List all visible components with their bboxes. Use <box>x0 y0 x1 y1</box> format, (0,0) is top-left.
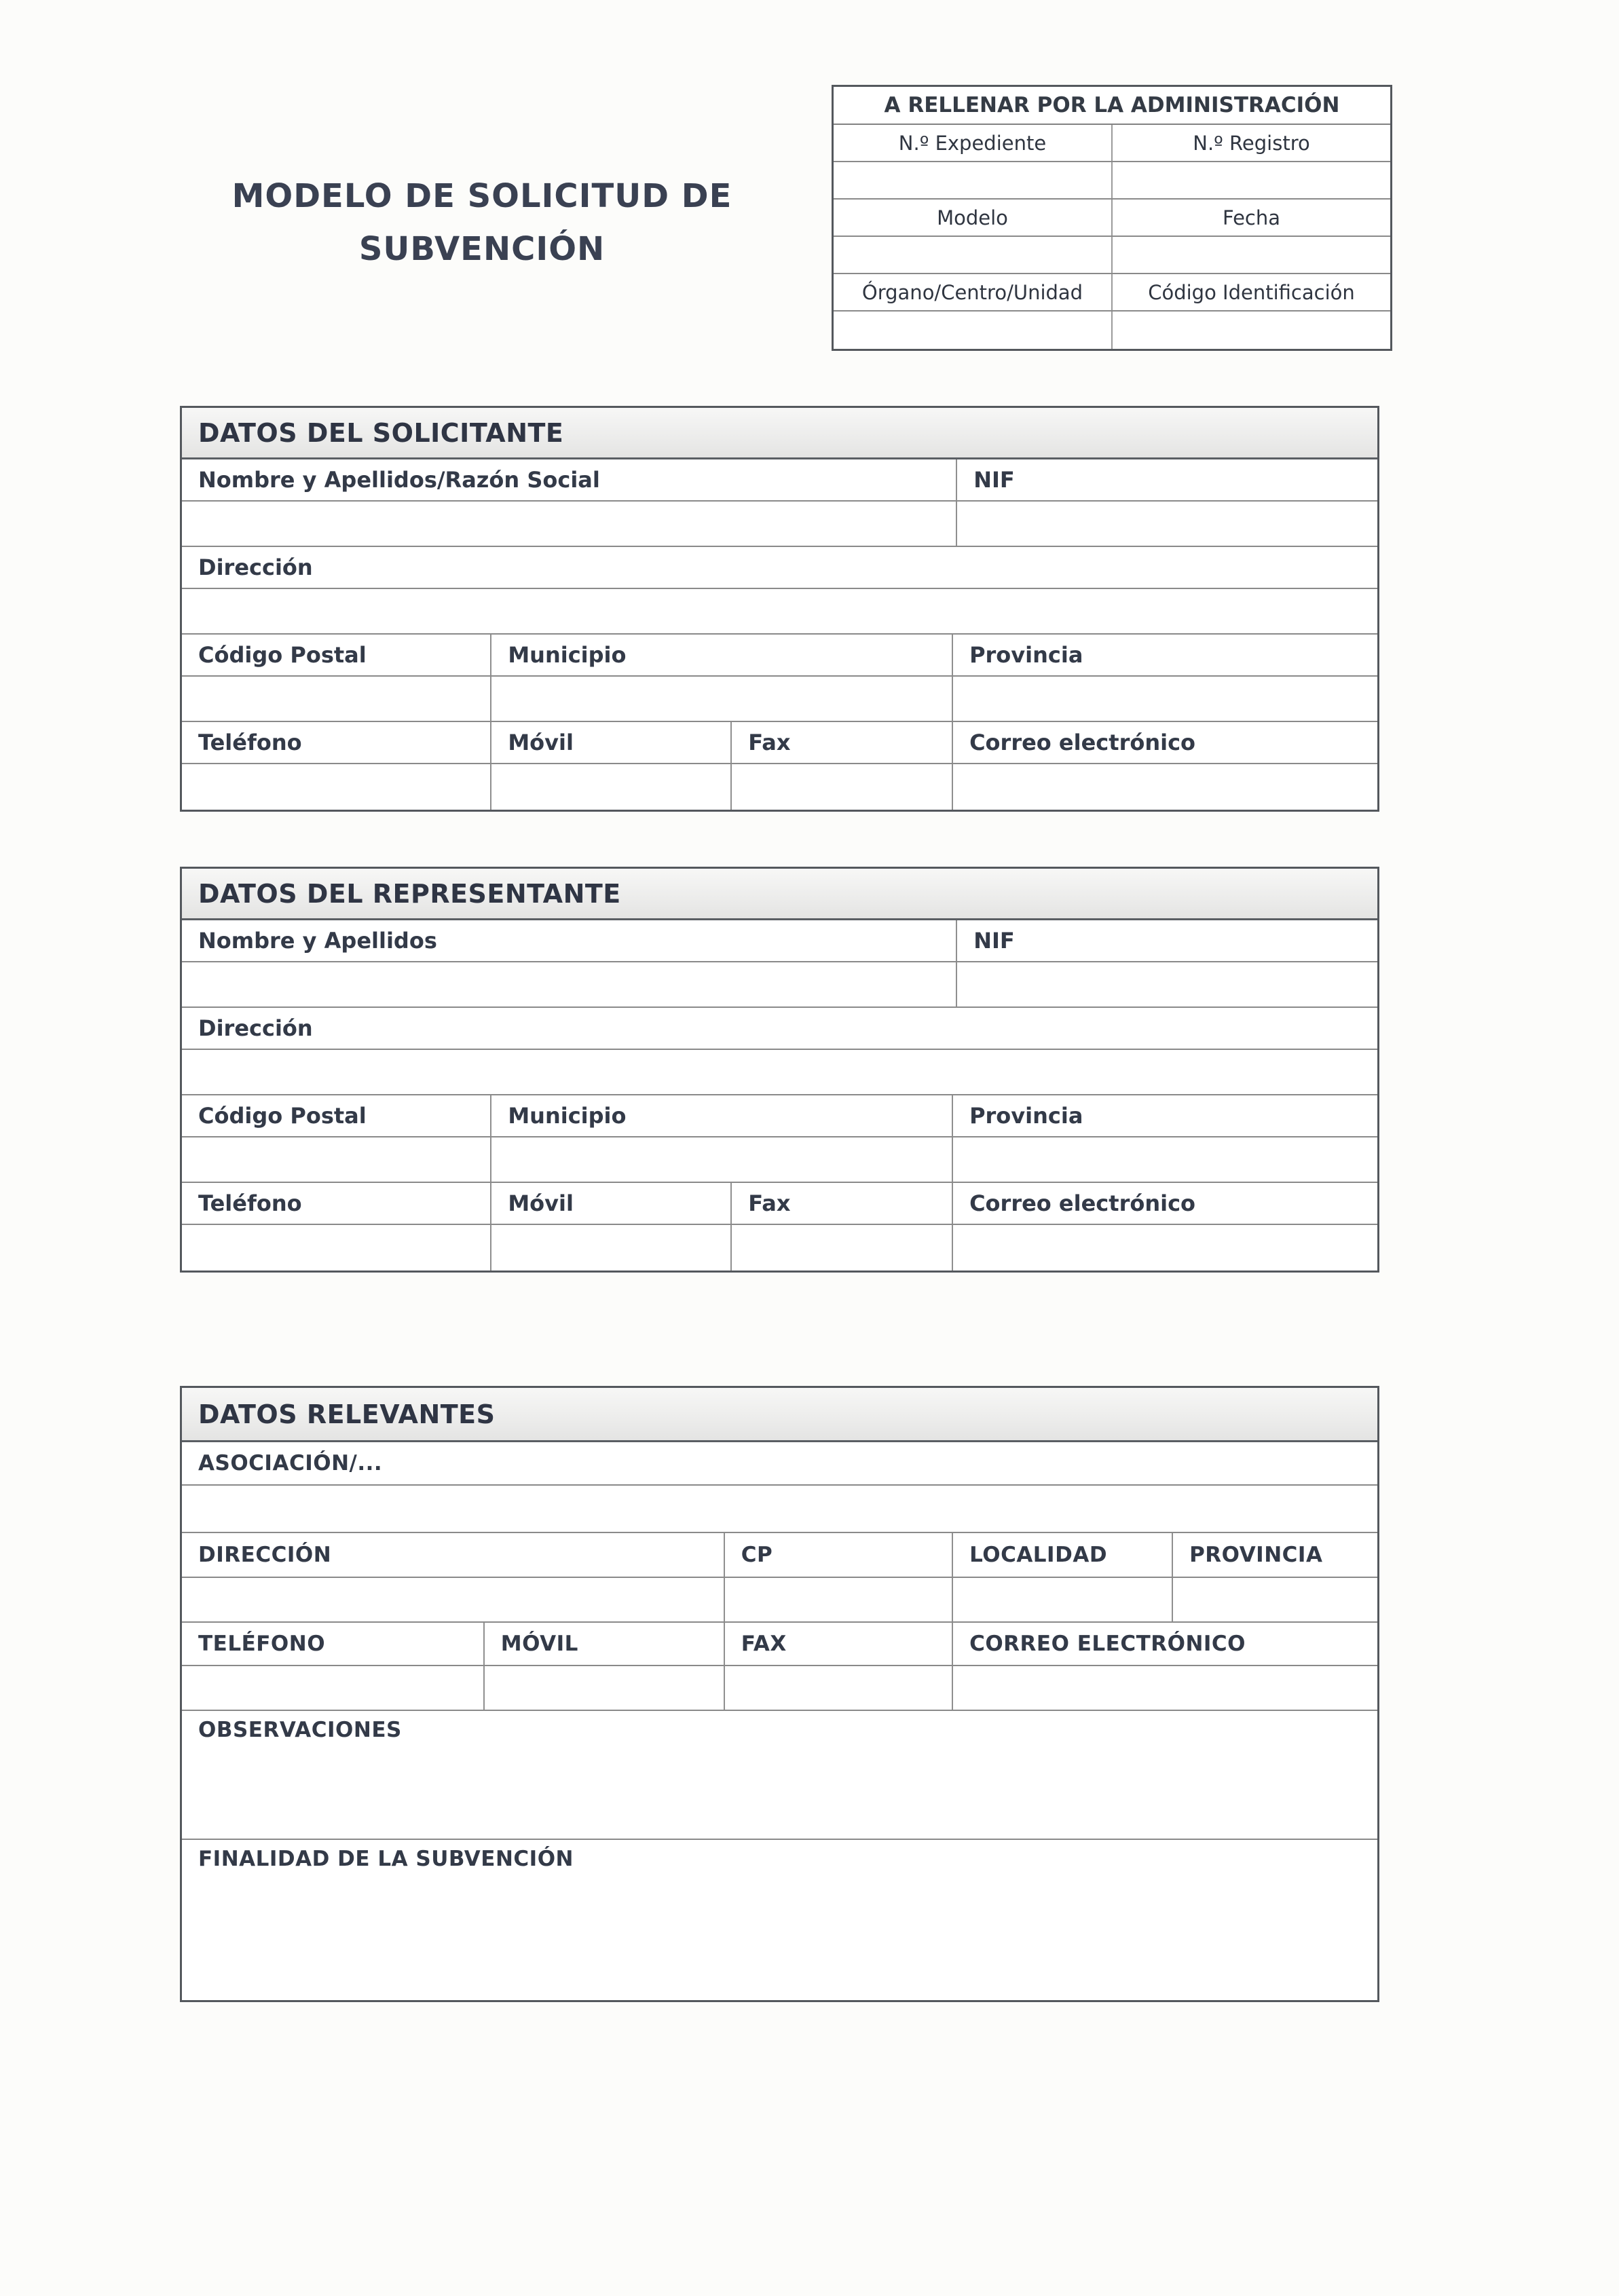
admin-row-inputs-3 <box>834 312 1390 349</box>
input-solicitante-codigo-postal[interactable] <box>182 677 490 721</box>
input-relevantes-direccion[interactable] <box>182 1578 724 1621</box>
solicitante-row-nombre-labels <box>182 459 1377 502</box>
label-representante-correo: Correo electrónico <box>969 1190 1196 1216</box>
solicitante-row-direccion-input <box>182 589 1377 635</box>
label-codigo-identificacion: Código Identificación <box>1111 274 1390 310</box>
input-relevantes-provincia[interactable] <box>1172 1578 1377 1621</box>
representante-row-nombre-inputs <box>182 962 1377 1008</box>
input-admin-modelo[interactable] <box>834 237 1111 273</box>
input-representante-nif[interactable] <box>956 962 1377 1006</box>
label-solicitante-correo: Correo electrónico <box>969 730 1196 755</box>
label-fecha: Fecha <box>1111 200 1390 236</box>
label-solicitante-fax: Fax <box>748 730 791 755</box>
input-solicitante-direccion[interactable] <box>182 589 1377 633</box>
input-representante-correo[interactable] <box>952 1225 1377 1271</box>
input-relevantes-localidad[interactable] <box>952 1578 1172 1621</box>
admin-row-labels-1 <box>834 125 1390 162</box>
representante-row-cp-inputs <box>182 1137 1377 1183</box>
label-solicitante-nif: NIF <box>973 467 1015 493</box>
label-relevantes-localidad: LOCALIDAD <box>969 1543 1108 1567</box>
label-modelo: Modelo <box>937 206 1008 229</box>
input-relevantes-telefono[interactable] <box>182 1666 483 1710</box>
input-relevantes-finalidad[interactable] <box>182 1840 1377 2000</box>
label-solicitante-nombre: Nombre y Apellidos/Razón Social <box>198 467 600 493</box>
admin-row-labels-2 <box>834 200 1390 237</box>
input-solicitante-fax[interactable] <box>730 764 952 810</box>
input-representante-fax[interactable] <box>730 1225 952 1271</box>
input-admin-organo-centro-unidad[interactable] <box>834 312 1111 349</box>
input-solicitante-telefono[interactable] <box>182 764 490 810</box>
solicitante-row-cp-inputs <box>182 677 1377 722</box>
input-solicitante-correo[interactable] <box>952 764 1377 810</box>
input-admin-fecha[interactable] <box>1111 237 1390 273</box>
label-representante-movil: Móvil <box>508 1190 574 1216</box>
admin-box-header: A RELLENAR POR LA ADMINISTRACIÓN <box>834 87 1390 125</box>
input-representante-movil[interactable] <box>490 1225 730 1271</box>
label-expediente: N.º Expediente <box>898 131 1047 155</box>
input-relevantes-correo[interactable] <box>952 1666 1377 1710</box>
input-solicitante-nif[interactable] <box>956 502 1377 546</box>
label-relevantes-fax: FAX <box>741 1632 787 1656</box>
section-datos-relevantes <box>180 1386 1379 2002</box>
label-representante-codigo-postal: Código Postal <box>198 1103 367 1129</box>
label-representante-provincia: Provincia <box>969 1103 1083 1129</box>
input-representante-nombre[interactable] <box>182 962 956 1006</box>
solicitante-row-cp-labels <box>182 635 1377 677</box>
label-representante-municipio: Municipio <box>508 1103 627 1129</box>
label-relevantes-observaciones: OBSERVACIONES <box>198 1718 402 1742</box>
admin-row-labels-3 <box>834 274 1390 312</box>
input-admin-expediente[interactable] <box>834 162 1111 198</box>
relevantes-row-observaciones <box>182 1711 1377 1840</box>
label-organo-centro-unidad: Órgano/Centro/Unidad <box>861 280 1083 304</box>
admin-row-inputs-1 <box>834 162 1390 200</box>
input-relevantes-movil[interactable] <box>483 1666 724 1710</box>
input-solicitante-municipio[interactable] <box>490 677 952 721</box>
admin-row-inputs-2 <box>834 237 1390 274</box>
admin-box <box>832 85 1392 351</box>
input-representante-provincia[interactable] <box>952 1137 1377 1182</box>
label-representante-direccion: Dirección <box>198 1015 313 1041</box>
input-relevantes-fax[interactable] <box>724 1666 952 1710</box>
label-solicitante-provincia: Provincia <box>969 642 1083 668</box>
representante-row-cp-labels <box>182 1095 1377 1137</box>
section-datos-del-solicitante <box>180 406 1379 812</box>
label-solicitante-movil: Móvil <box>508 730 574 755</box>
label-relevantes-asociacion: ASOCIACIÓN/... <box>198 1451 383 1475</box>
input-relevantes-cp[interactable] <box>724 1578 952 1621</box>
section-datos-del-representante <box>180 867 1379 1273</box>
label-relevantes-movil: MÓVIL <box>500 1632 578 1656</box>
page-title <box>180 170 784 276</box>
solicitante-row-telefono-inputs <box>182 764 1377 810</box>
input-admin-codigo-identificacion[interactable] <box>1111 312 1390 349</box>
relevantes-row-asociacion-input <box>182 1486 1377 1533</box>
input-relevantes-asociacion[interactable] <box>182 1486 1377 1532</box>
relevantes-row-telefono-inputs <box>182 1666 1377 1711</box>
label-representante-fax: Fax <box>748 1190 791 1216</box>
label-relevantes-telefono: TELÉFONO <box>198 1632 326 1656</box>
section-header-relevantes: DATOS RELEVANTES <box>182 1388 1377 1442</box>
representante-row-direccion-label <box>182 1008 1377 1050</box>
input-admin-registro[interactable] <box>1111 162 1390 198</box>
representante-row-nombre-labels <box>182 920 1377 962</box>
label-solicitante-direccion: Dirección <box>198 554 313 580</box>
section-header-representante: DATOS DEL REPRESENTANTE <box>182 869 1377 920</box>
relevantes-row-telefono-labels <box>182 1623 1377 1666</box>
label-relevantes-finalidad: FINALIDAD DE LA SUBVENCIÓN <box>198 1847 574 1871</box>
section-header-solicitante: DATOS DEL SOLICITANTE <box>182 408 1377 459</box>
input-representante-telefono[interactable] <box>182 1225 490 1271</box>
label-solicitante-municipio: Municipio <box>508 642 627 668</box>
label-solicitante-codigo-postal: Código Postal <box>198 642 367 668</box>
label-relevantes-cp: CP <box>741 1543 773 1567</box>
input-solicitante-movil[interactable] <box>490 764 730 810</box>
relevantes-row-asociacion-label <box>182 1442 1377 1486</box>
label-solicitante-telefono: Teléfono <box>198 730 302 755</box>
page-title-line-1: MODELO DE SOLICITUD DE <box>231 177 732 215</box>
input-solicitante-nombre[interactable] <box>182 502 956 546</box>
representante-row-telefono-labels <box>182 1183 1377 1225</box>
label-relevantes-provincia: PROVINCIA <box>1189 1543 1323 1567</box>
label-representante-nif: NIF <box>973 928 1015 954</box>
label-registro: N.º Registro <box>1111 125 1390 161</box>
label-relevantes-correo: CORREO ELECTRÓNICO <box>969 1632 1246 1656</box>
relevantes-row-direccion-inputs <box>182 1578 1377 1623</box>
solicitante-row-nombre-inputs <box>182 502 1377 547</box>
representante-row-telefono-inputs <box>182 1225 1377 1271</box>
representante-row-direccion-input <box>182 1050 1377 1095</box>
input-representante-codigo-postal[interactable] <box>182 1137 490 1182</box>
label-relevantes-direccion: DIRECCIÓN <box>198 1543 332 1567</box>
input-relevantes-observaciones[interactable] <box>182 1711 1377 1839</box>
input-solicitante-provincia[interactable] <box>952 677 1377 721</box>
input-representante-municipio[interactable] <box>490 1137 952 1182</box>
page-title-line-2: SUBVENCIÓN <box>358 230 606 268</box>
relevantes-row-finalidad <box>182 1840 1377 2000</box>
label-representante-telefono: Teléfono <box>198 1190 302 1216</box>
label-representante-nombre: Nombre y Apellidos <box>198 928 437 954</box>
relevantes-row-direccion-labels <box>182 1533 1377 1578</box>
solicitante-row-telefono-labels <box>182 722 1377 764</box>
solicitante-row-direccion-label <box>182 547 1377 589</box>
input-representante-direccion[interactable] <box>182 1050 1377 1094</box>
